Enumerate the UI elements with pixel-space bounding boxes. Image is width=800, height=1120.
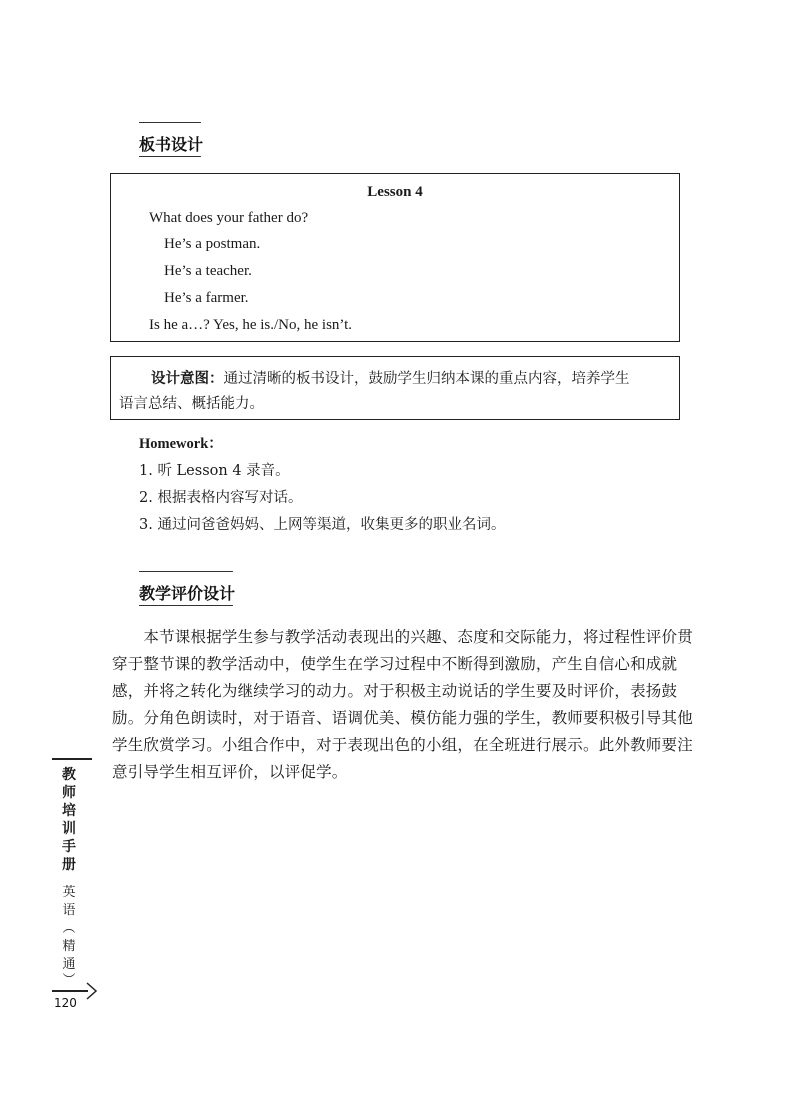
side-tab-bottom-rule [52, 990, 88, 992]
board-line-farmer: He’s a farmer. [164, 290, 249, 306]
section-title-evaluation: 教学评价设计 [139, 584, 236, 603]
homework-item-1: 1. 听 Lesson 4 录音。 [139, 463, 290, 479]
design-intent-line-2: 语言总结、概括能力。 [119, 396, 264, 412]
design-intent-line-1 [151, 367, 630, 388]
evaluation-line-6: 意引导学生相互评价，以评促学。 [112, 763, 348, 781]
side-tab [52, 758, 92, 1018]
side-tab-subject-char: 精 [62, 939, 76, 954]
design-intent-box [110, 356, 680, 420]
side-tab-title-char: 训 [62, 821, 76, 837]
side-tab-title-char: 手 [62, 839, 76, 855]
side-tab-title-char: 培 [62, 803, 76, 819]
evaluation-line-1: 本节课根据学生参与教学活动表现出的兴趣、态度和交际能力，将过程性评价贯 [112, 628, 693, 646]
board-design-box [110, 173, 680, 342]
evaluation-line-2: 穿于整节课的教学活动中，使学生在学习过程中不断得到激励，产生自信心和成就 [112, 655, 678, 673]
evaluation-line-3: 感，并将之转化为继续学习的动力。对于积极主动说话的学生要及时评价，表扬鼓 [112, 682, 678, 700]
side-tab-top-rule [52, 758, 92, 760]
board-lesson-title: Lesson 4 [367, 184, 423, 200]
side-tab-title-char: 教 [62, 767, 76, 783]
board-line-teacher: He’s a teacher. [164, 263, 252, 279]
board-line-yes-no: Is he a…? Yes, he is./No, he isn’t. [149, 317, 353, 333]
side-tab-title-char: 师 [62, 785, 76, 801]
side-tab-subject-char: ︶ [62, 973, 76, 988]
board-line-question: What does your father do? [149, 210, 309, 226]
chevron-right-icon [86, 982, 98, 1000]
board-line-postman: He’s a postman. [164, 236, 261, 252]
homework-item-2: 2. 根据表格内容写对话。 [139, 490, 303, 506]
side-tab-subject-char: 语 [62, 903, 76, 918]
evaluation-line-5: 学生欣赏学习。小组合作中，对于表现出色的小组，在全班进行展示。此外教师要注 [112, 736, 693, 754]
design-intent-text-1: 通过清晰的板书设计，鼓励学生归纳本课的重点内容，培养学生 [223, 371, 630, 387]
page-number: 120 [54, 996, 77, 1010]
section-title-board: 板书设计 [139, 135, 204, 154]
homework-item-3: 3. 通过问爸爸妈妈、上网等渠道，收集更多的职业名词。 [139, 517, 506, 533]
homework-title: Homework： [139, 436, 223, 452]
side-tab-subject-char: ︵ [62, 921, 76, 936]
design-intent-label: 设计意图： [151, 371, 224, 387]
evaluation-line-4: 励。分角色朗读时，对于语音、语调优美、模仿能力强的学生，教师要积极引导其他 [112, 709, 693, 727]
side-tab-title-char: 册 [62, 857, 76, 873]
side-tab-subject-char: 通 [62, 957, 76, 972]
side-tab-subject-char: 英 [62, 885, 76, 900]
